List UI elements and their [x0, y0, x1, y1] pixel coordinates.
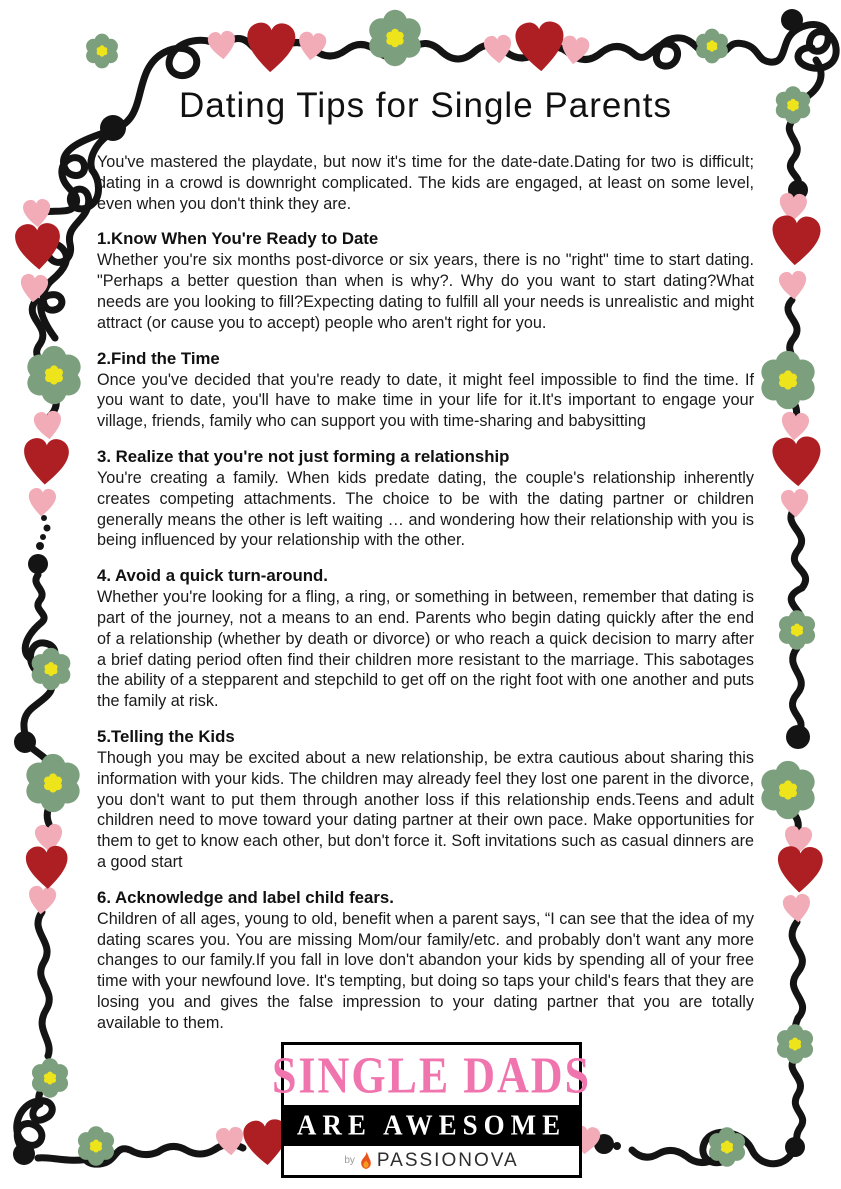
logo-brand-text: PASSIONOVA	[376, 1149, 519, 1171]
section-body: Children of all ages, young to old, benefit when a parent says, “I can see that the idea of my dating scares you. You are missing Mom/our family/etc. and probably don't want any more changes to our family.If you fall in love don't abandon your kids by spending all of your free time with your newfound love. It's tempting, but doing so taps your child's fears that they are losing you and gives the false impression to your dating partner that you are totally available to them.	[97, 909, 754, 1032]
logo-line2-text: ARE AWESOME	[296, 1109, 567, 1141]
page-title: Dating Tips for Single Parents	[178, 86, 672, 125]
section-heading: 4. Avoid a quick turn-around.	[97, 566, 328, 586]
logo-line1	[271, 1045, 592, 1105]
section-heading: 5.Telling the Kids	[97, 726, 235, 746]
single-dads-logo	[271, 1042, 592, 1178]
section-3	[97, 447, 754, 551]
logo-line1-text: SINGLE DADS	[271, 1046, 592, 1104]
section-body: You're creating a family. When kids predate dating, the couple's relationship inherently creates competing attachments. The choice to be with the dating partner or children generally means the other is left waiting … and wondering how their relationship with you is being influenced by your relationship with the other.	[97, 468, 754, 550]
section-body: Though you may be excited about a new relationship, be extra cautious about sharing this information with your kids. The children may already feel they lost one parent in the divorce, you don't want to put them through another loss if this relationship ends.Teens and adult children need to move toward your dating partner at their own pace. Make opportunities for them to get to know each other, but don't force it. Soft invitations such as casual dinners are a good start	[97, 748, 754, 871]
section-body: Once you've decided that you're ready to date, it might feel impossible to find the time. If you want to date, you'll have to make time in your life for it.It's important to engage your village, friends, family who can support you with time-sharing and babysitting	[97, 370, 754, 431]
intro-paragraph: You've mastered the playdate, but now it's time for the date-date.Dating for two is difficult; dating in a crowd is downright complicated. The kids are engaged, at least on some level, even when you don't think they are.	[97, 153, 754, 213]
section-5	[97, 727, 754, 873]
logo-by-text: by	[344, 1155, 355, 1166]
logo-line2	[284, 1105, 579, 1146]
flyer-content	[97, 86, 754, 1034]
section-2	[97, 349, 754, 432]
section-heading: 6. Acknowledge and label child fears.	[97, 887, 394, 907]
section-1	[97, 229, 754, 333]
section-heading: 3. Realize that you're not just forming a relationship	[97, 446, 510, 466]
section-body: Whether you're six months post-divorce or six years, there is no "right" time to start dating. "Perhaps a better question than when is why?. Why do you want to start dating?What needs are you looking to fill?Expecting dating to fulfill all your needs is unrealistic and might attract (or cause you to accept) people who aren't right for you.	[97, 251, 754, 332]
section-heading: 1.Know When You're Ready to Date	[97, 229, 379, 249]
section-6	[97, 888, 754, 1034]
section-body: Whether you're looking for a fling, a ring, or something in between, remember that dating is part of the journey, not a means to an end. Parents who begin dating quickly after the end of a relationship (whether by death or divorce) or who reach a quick decision to marry after a brief dating period often find their children more resistant to the marriage. This sabotages the ability of a stepparent and stepchild to get off on the right foot with one another and puts the family at risk.	[97, 588, 754, 711]
section-4	[97, 566, 754, 712]
logo-byline	[284, 1146, 579, 1175]
section-heading: 2.Find the Time	[97, 348, 220, 368]
flame-icon	[359, 1151, 373, 1170]
